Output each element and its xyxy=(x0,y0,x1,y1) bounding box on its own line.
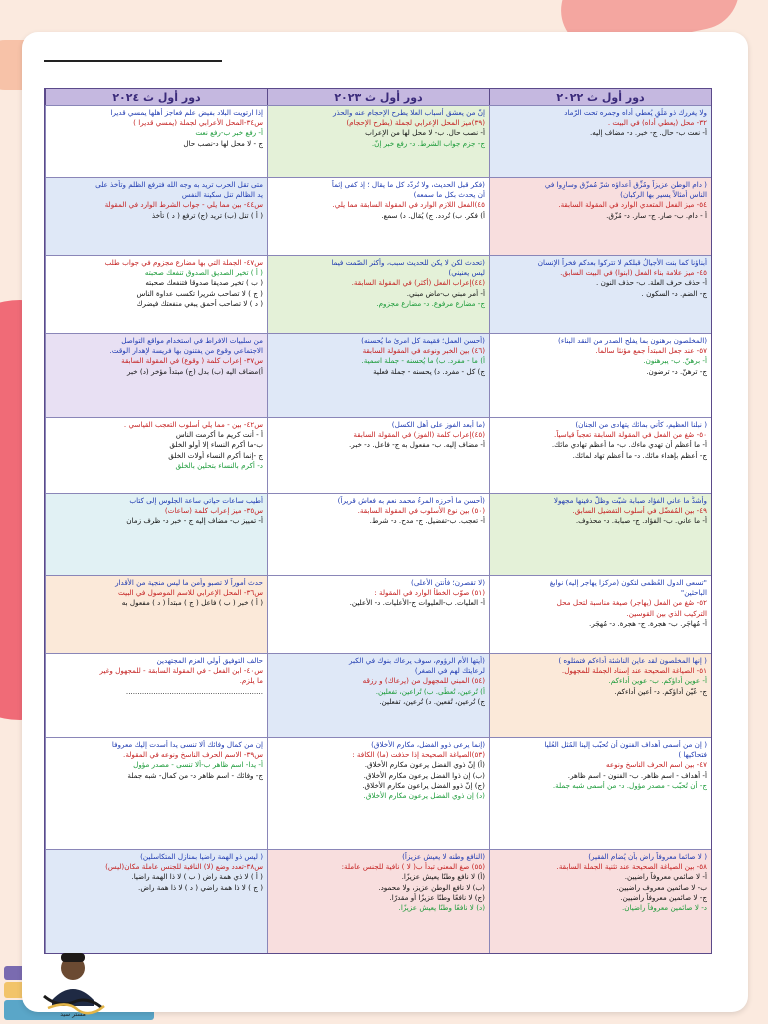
question-cell xyxy=(45,105,267,177)
question-cell xyxy=(45,255,267,333)
question-line: ( ليس ذو الهمة راضيا بمنازل المتكاسلين) xyxy=(140,852,263,861)
question-line: أ- مُهاجَر. ب- هجرة. ج- هجرة. د- مُهجَر. xyxy=(589,618,707,628)
question-line: أ- حذف حرف العلة. ب- حذف النون . xyxy=(596,278,707,288)
question-line: ج) تُرعين، تُفعين. د) تُرعين، تفعلين. xyxy=(379,696,485,706)
header-rule xyxy=(44,60,222,62)
question-line: ج) كل - مفرد. د) يحسنه - جملة فعلية xyxy=(373,366,485,376)
question-line: الاجتماعي وقوع من يفتنون بها فريسة لإهدار الوقت. xyxy=(109,346,263,356)
signature-text: مستر سيد xyxy=(60,1011,86,1018)
question-line: (تحدث لكن لا يكن للحديث سبب، وأكثر الصّمت فيما xyxy=(331,258,485,267)
question-line: أ- برهنّ. ب- يبرهنون. xyxy=(643,356,707,366)
question-cell xyxy=(267,333,489,417)
question-line: ( أ ) تنل (ب) تريد (ج) ترفع ( د ) تأخذ xyxy=(151,210,263,220)
question-line: ( أ ) تخير الصديق الصدوق تنفعك صحبته xyxy=(144,268,263,278)
question-cell xyxy=(45,417,267,493)
question-line: لرعايتك لهم في الصغر) xyxy=(414,666,485,676)
question-line: أ- أهداف - اسم ظاهر. ب- الفنون - اسم ظاهر. xyxy=(567,770,707,780)
question-line: ٤٧- بين اسم الحرف الناسخ ونوعه xyxy=(606,760,707,770)
question-line: ج- عُيّن أداؤكم. د- أعين أداءكم. xyxy=(614,686,707,696)
question-line: أ- لا صائمي معروفاً راضيين. xyxy=(624,872,707,882)
question-line: يد الظالم تنل سكينة النفس xyxy=(181,190,263,200)
question-line: (المخلصون برهنون بما يفلح الصدر من النقد البناء) xyxy=(558,336,707,345)
question-line: س٤٢- بين - مما يلي أسلوب التعجب القياسي . xyxy=(123,420,263,429)
question-line: حالف التوفيق أولي العزم المجتهدين xyxy=(156,656,263,665)
question-line: س٤٧- الجملة التي بها مضارع مجزوم في جواب طلب xyxy=(104,258,263,267)
question-line: متى تقل الحرب تريد به وجه الله فترفع الظلم وتأخذ على xyxy=(95,180,263,189)
question-cell xyxy=(45,849,267,953)
question-line: أ- يدا- اسم ظاهر ب-ألا تنسى - مصدر مؤول xyxy=(133,760,263,770)
column-header-2022: دور أول ث ٢٠٢٢ xyxy=(489,89,711,105)
question-line: إنّ من يعشق أسباب العلا يطرح الإحجام عنه والحذر xyxy=(332,108,485,117)
question-line: أ- نصب حال. ب- لا محل لها من الإعراب xyxy=(365,128,485,138)
question-line: ٥٠- صُغ من الفعل في المقولة السابقة تعجباً قياسياً. xyxy=(554,430,707,440)
column-header-2023: دور أول ث ٢٠٢٣ xyxy=(267,89,489,105)
question-cell xyxy=(267,255,489,333)
question-line: (أ) لا نافع وطنًا يعيش عزيزًا. xyxy=(401,872,485,882)
question-line: أ- أمر مبني ب-ماض مبني. xyxy=(406,288,485,298)
question-line: (٤٤)إعراب الفعل (أكثر) في المقولة السابقة. xyxy=(351,278,485,288)
question-line: (أيتها الأم الرؤوم، سوف يرعاك بنوك في الكبر xyxy=(349,656,485,665)
question-line: ولا يغررك ذو مَلَقٍ يُعطي أداه وجمره تحت الرّماد xyxy=(564,108,707,117)
question-cell xyxy=(489,177,711,255)
question-line: أ) ما - مفرد. ب) ما يُحسنه - جملة اسمية. xyxy=(361,356,485,366)
question-line: التركيب الذي بين القوسين. xyxy=(626,608,707,618)
question-line: (د) لا نافعًا وطنًا يعيش عزيزًا. xyxy=(398,903,485,913)
question-line: ج- وفائك - اسم ظاهر د- من كمال- شبه جملة xyxy=(127,770,263,780)
question-line: (٥٤) المبني للمجهول من (يرعاك) و رزقه xyxy=(362,676,485,686)
question-line: ج- الضم. د- السكون . xyxy=(641,288,707,298)
question-cell xyxy=(45,333,267,417)
question-cell xyxy=(489,417,711,493)
question-line: "تسعى الدول العُظمى لتكون (مركزا يهاجر إليه) نوابغ xyxy=(549,578,707,587)
question-line: (فكر قبل الحديث، ولا تُردّد كل ما يقال ؛ إذ كفى إثماً xyxy=(331,180,485,189)
question-line: ما يلزم. xyxy=(239,676,263,686)
question-cell xyxy=(489,105,711,177)
question-cell xyxy=(489,849,711,953)
question-line: (ج) لا نافعًا وطنًا عزيزًا أو مقدرًا. xyxy=(389,892,485,902)
question-line: ٥٢- صُغ من الفعل (يهاجر) صيغة مناسبة لتحل محل xyxy=(556,598,707,608)
question-line: ج- لا صائمين معروفاً راضيين. xyxy=(620,892,707,902)
question-line: أ - دام. ب- صار. ج- سار. د- مُزّق. xyxy=(606,210,707,220)
question-line: ب- لا صائمين معروف راضيين. xyxy=(616,882,707,892)
question-line: ( د ) لا تصاحب أحمق يبغي منفعتك فيضرك xyxy=(136,298,263,308)
question-line: الناس أمثالاً يسير بها الركبان) xyxy=(620,190,707,200)
question-line: س٣٨-تعدد وضع (لا) النافية للجنس عاملة مكان(ليس) xyxy=(105,862,263,872)
question-line: ٥٧- عند جعل المبتدأ جمع مؤنثا سالما. xyxy=(595,346,707,356)
question-line: (٤٥)إعراب كلمة (الفوز) في المقولة السابقة xyxy=(353,430,485,440)
question-line: ( ب ) تخير صديقا صدوقا فتنفعك صحبته xyxy=(145,278,263,288)
question-line: ( لا صائما معروفاً راض بأن يُضام الفقير) xyxy=(588,852,707,861)
question-line: ج- مضارع مرفوع. د- مضارع مجزوم. xyxy=(376,298,485,308)
question-line: ٤٩- بين المُفضّل في أسلوب التفضيل السابق. xyxy=(572,506,707,516)
question-line: إذا ارتويت البلاد بفيض علم فعاجز أهلها يمسي قديرا xyxy=(110,108,263,117)
question-line: (٣٩)ميز المحل الإعرابي لجملة (يطرح الإحجام) xyxy=(346,118,485,128)
question-line: أ)مضاف اليه (ب) بدل (ج) مبتدأ مؤخر (د) خبر xyxy=(127,366,263,376)
question-line: (٤٦) بين الخبر ونوعه في المقولة السابقة xyxy=(362,346,485,356)
question-line: ليس يعنيني) xyxy=(448,268,485,278)
question-cell xyxy=(489,333,711,417)
question-line: أ- مضاف إليه. ب- مفعول به ج- فاعل. د- خبر. xyxy=(348,440,485,450)
question-line: ج -إنما أكرم النساء أولات الخلق xyxy=(168,450,263,460)
question-line: أ) فكر. ب) تُردد. ج) يُقال. د) سمع. xyxy=(381,210,485,220)
question-cell xyxy=(489,493,711,575)
question-line: ٥٨- بين الصياغة الصحيحة عند تثنية الجملة السابقة. xyxy=(556,862,707,872)
question-line: س٤٤- بين مما يلي - جواب الشرط الوارد في المقولة xyxy=(104,200,263,210)
question-line: س٣٦- المحل الإعرابي للاسم الموصول في البيت xyxy=(118,588,263,598)
question-line: أ- ما عاني. ب- الفؤاد. ج- صبابة. د- محذوف. xyxy=(575,516,707,526)
question-line: أ - أنت كريم ما أكرمت الناس xyxy=(175,430,263,440)
question-line: (٥٥) صغ المعنى تبدأ ب( لا ) نافية للجنس عاملة: xyxy=(341,862,485,872)
question-line: (إنما يرعى ذوو الفضل، مكارم الأخلاق) xyxy=(371,740,485,749)
question-line: ٤٥)الفعل اللازم الوارد في المقولة السابقة مما يلي. xyxy=(332,200,485,210)
question-line: س٣٥- ميز إعراب كلمة (ساعات) xyxy=(164,506,263,516)
question-line: أطيب ساعات حياتي ساعة الجلوس إلى كتاب xyxy=(129,496,263,505)
question-line: (النافع وطنه لا يعيش عزيزاً) xyxy=(402,852,485,861)
question-line: الباحثين" xyxy=(680,588,707,598)
question-line: أ) تُرعين، تُعطَى. ب) تُراعين، تفعلين. xyxy=(375,686,485,696)
exam-questions-table xyxy=(44,88,712,954)
question-line: (د) إن ذوي الفضل يرعون مكارم الأخلاق. xyxy=(363,791,485,801)
question-line: ج - لا محل لها د-نصب حال xyxy=(183,138,263,148)
question-cell xyxy=(45,653,267,737)
question-line: (أ) إنّ ذوي الفضل يرعون مكارم الأخلاق. xyxy=(364,760,485,770)
question-line: وأشدُّ ما عاني الفؤاد صبابة شيّت وظلّ دفينها مجهولا xyxy=(553,496,707,505)
question-line: فتحاكيها ) xyxy=(678,750,707,760)
question-line: (أحسن ما أحرزه المرءُ محمد نعم به فعاش قريراً) xyxy=(337,496,485,505)
question-line: إن من كمال وفائك ألا تنسى يدا أسدت إليك معروفا xyxy=(111,740,263,749)
question-line: أبناؤنا كما بنت الأجيالُ قبلكم لا تتركوا بعدكم فخراً الإنسان xyxy=(537,258,707,267)
question-line: أ- ما أعظم أن تهدي ماءك. ب- ما أعظم تهادي مائك. xyxy=(551,440,707,450)
question-cell xyxy=(489,575,711,653)
question-line: (٥٠) بين نوع الأسلوب في المقولة السابقة. xyxy=(357,506,485,516)
question-line: (٥٣)الصياغة الصحيحة إذا حذفت (ما) الكافة : xyxy=(352,750,485,760)
question-line: ٥٤- ميز الفعل المتعدي الوارد في المقولة السابقة. xyxy=(558,200,707,210)
question-line: أ- العليات. ب-العليوات ج-الأعليات. د- الأعلين. xyxy=(349,598,485,608)
question-line: س٣٧- إعراب كلمة ( وقوع) في المقولة السابقة xyxy=(121,356,263,366)
question-line: ( ج ) لا ذا همة راضي ( د ) لا ذا همة راض. xyxy=(138,882,263,892)
question-cell xyxy=(45,575,267,653)
question-line: أن يحدث بكل ما سمعه) xyxy=(413,190,485,200)
question-line: ٤٥- ميز علامة بناء الفعل (ابنوا) في البيت السابق. xyxy=(560,268,707,278)
question-line: (ج) إنّ ذوو الفضل يراعون مكارم الأخلاق. xyxy=(362,780,485,790)
question-line: أ- عوين أداؤكم. ب- عوين أداءكم. xyxy=(608,676,707,686)
question-cell xyxy=(489,653,711,737)
question-line: (ب) لا نافع الوطن عزيز، ولا محمود. xyxy=(378,882,485,892)
question-cell xyxy=(267,849,489,953)
question-cell xyxy=(45,177,267,255)
question-cell xyxy=(489,737,711,849)
question-cell xyxy=(45,737,267,849)
question-line: س٣٤-المحل الأعرابي لجملة (يمسي قديرا ) xyxy=(133,118,263,128)
question-line: ٣٢- محل (يعطي أداه) في البيت . xyxy=(607,118,707,128)
question-line: ٥١- الصياغة الصحيحة عند إسناد الجملة للمجهول. xyxy=(561,666,707,676)
question-line: ( إنها المخلصون لقد عاين الناشئة أداءكم فتمثلوه ) xyxy=(558,656,707,665)
question-cell xyxy=(267,737,489,849)
question-line: ( أ ) خبر ( ب ) فاعل ( ج ) مبتدأ ( د ) مفعول به xyxy=(121,598,263,608)
question-line: حدث أموراً لا تصبو وأمن ما ليس منجية من الأقدار xyxy=(115,578,263,587)
question-line: (ب) إن ذوا الفضل يرعون مكارم الأخلاق. xyxy=(363,770,485,780)
question-cell xyxy=(45,493,267,575)
question-line: ب-ما أكرم النساء إلا أولو الخلق xyxy=(169,440,263,450)
question-line: (ما أبعد الفوز على أهل الكسل) xyxy=(391,420,485,429)
question-line: ج- أن تُحبّب - مصدر مؤول. د- من أسمى شبه جملة. xyxy=(552,780,707,790)
question-line: د- لا صائمين معروفاً راضيان. xyxy=(622,903,707,913)
question-line: ( إن من أسمى أهداف الفنون أن تُحبّب إلينا المُثل العُليا xyxy=(544,740,707,749)
question-line: أ- تمييز ب- مضاف إليه ج - خبر د- ظرف زمان xyxy=(126,516,263,526)
question-cell xyxy=(267,417,489,493)
question-line: ( أ ) لا ذي همة راض ( ب ) لا ذا الهمة راضيا. xyxy=(131,872,263,882)
question-line: أ- رفع خبر ب-رفع نعت xyxy=(195,128,263,138)
question-cell xyxy=(267,653,489,737)
question-cell xyxy=(267,177,489,255)
question-line: (أحسن العمل؛ فقيمة كل امرئ ما يُحسنه) xyxy=(361,336,485,345)
question-cell xyxy=(267,575,489,653)
question-line: ( دام الوطن عزيزاً ومُزِّق أعداؤه شرّ مُمزّق وسارِوا في xyxy=(544,180,707,189)
question-line: (لا تقصرن؛ فأنتن الأعلى) xyxy=(411,578,485,587)
question-line: د- أكرم بالنساء بتحلين بالخلق xyxy=(175,460,263,470)
teacher-avatar xyxy=(38,948,108,1018)
question-line: ج- أعظم بإهداء مائك. د- ما أعظم تهاد لمائك. xyxy=(572,450,707,460)
question-line: ( ج ) لا تصاحب شريرا تكسب عداوة الناس xyxy=(136,288,263,298)
question-cell xyxy=(267,493,489,575)
question-cell xyxy=(267,105,489,177)
column-header-2024: دور أول ث ٢٠٢٤ xyxy=(45,89,267,105)
question-line: س٣٩- الاسم الحرف الناسخ ونوعه في المقولة. xyxy=(123,750,263,760)
question-line: ............................................................ xyxy=(125,686,263,696)
question-cell xyxy=(489,255,711,333)
question-line: من سلبيات الافراط في استخدام مواقع التواصل xyxy=(121,336,263,345)
question-line: ج- جزم جواب الشرط. د- رفع خبر إنّ. xyxy=(371,138,485,148)
question-line: (٥١) صوّب الخطأ الوارد في المقولة : xyxy=(374,588,485,598)
question-line: ( نبلنا العظيم، كأني بمائك يتهادى من الجنان) xyxy=(575,420,707,429)
question-line: أ- تعجب. ب-تفضيل. ج- مدح. د- شرط. xyxy=(369,516,485,526)
question-line: ج- ترهنّ. د- ترضون. xyxy=(646,366,707,376)
question-line: أ- نعت ب- حال. ج- خبر. د- مضاف إليه. xyxy=(589,128,707,138)
question-line: س٤٠- ابن الفعل - في المقولة السابقة - للمجهول وغير xyxy=(99,666,263,676)
